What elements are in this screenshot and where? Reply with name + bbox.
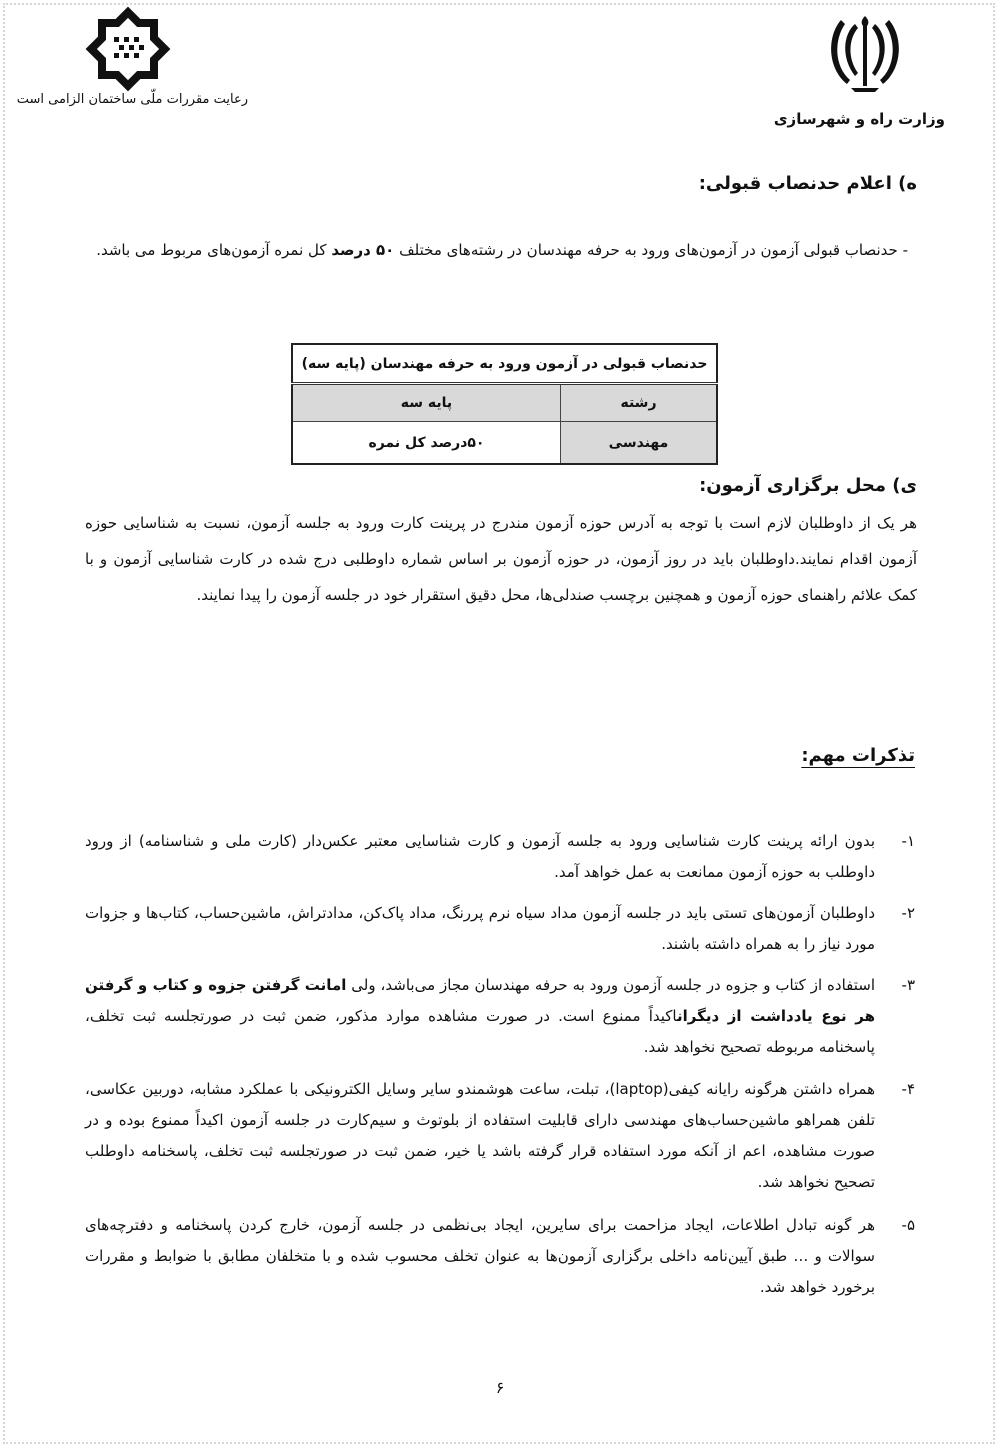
note-text: داوطلبان آزمون‌های تستی باید در جلسه آزمون مداد سیاه نرم پررنگ، مداد پاک‌کن، مدادتراش، ماشین‌حساب، کتاب‌ها و جزوات مورد نیاز را به همراه داشته باشند. xyxy=(85,904,875,953)
note-text-before: استفاده از کتاب و جزوه در جلسه آزمون ورود به حرفه مهندسان مجاز می‌باشد، ولی xyxy=(346,976,875,994)
section-h-text-after: کل نمره آزمون‌های مربوط می باشد. xyxy=(96,241,332,259)
table-cell-value: ۵۰درصد کل نمره xyxy=(292,422,561,465)
note-item-2 xyxy=(85,898,915,960)
note-number: ۱- xyxy=(901,832,915,850)
notes-title: تذکرات مهم: xyxy=(801,745,915,766)
note-number: ۴- xyxy=(901,1080,915,1098)
section-i-paragraph: هر یک از داوطلبان لازم است با توجه به آدرس حوزه آزمون مندرج در پرینت کارت ورود به جلسه آزمون، نسبت به شناسایی حوزه آزمون اقدام نمایند.داوطلبان باید در روز آزمون، در حوزه آزمون بر اساس شماره داوطلبی درج شده در کارت شناسایی آزمون و با کمک علائم راهنمای حوزه آزمون و همچنین برچسب صندلی‌ها، محل دقیق استقرار خود در جلسه آزمون را پیدا نمایند. xyxy=(85,514,917,604)
note-text: هر گونه تبادل اطلاعات، ایجاد مزاحمت برای سایرین، ایجاد بی‌نظمی در جلسه آزمون، خارج کردن پاسخنامه و دفترچه‌های سوالات و … طبق آیین‌نامه داخلی برگزاری آزمون‌ها به عنوان تخلف محسوب شده و با متخلفان مطابق با ضوابط و مقررات برخورد خواهد شد. xyxy=(85,1216,875,1296)
note-item-5 xyxy=(85,1210,915,1303)
note-item-3 xyxy=(85,970,915,1063)
pass-threshold-table xyxy=(291,343,718,465)
table-header-grade: پایه سه xyxy=(292,384,561,422)
note-text-after: اکیداً ممنوع است. در صورت مشاهده موارد مذکور، ضمن ثبت در صورتجلسه ثبت تخلف، پاسخنامه مربوطه تصحیح نخواهد شد. xyxy=(85,1007,875,1056)
note-number: ۲- xyxy=(901,904,915,922)
ministry-name: وزارت راه و شهرسازی xyxy=(773,110,945,128)
section-h-paragraph xyxy=(88,232,908,268)
note-item-4 xyxy=(85,1074,915,1198)
section-h-title: ه) اعلام حدنصاب قبولی: xyxy=(698,173,917,194)
building-regulations-logo-icon xyxy=(78,6,178,92)
section-h-text-before: - حدنصاب قبولی آزمون در آزمون‌های ورود به حرفه مهندسان در رشته‌های مختلف xyxy=(394,241,908,259)
table-cell-field: مهندسی xyxy=(561,422,718,465)
page-number: ۶ xyxy=(495,1378,505,1397)
note-text: همراه داشتن هرگونه رایانه کیفی(laptop)، تبلت، ساعت هوشمندو سایر وسایل الکترونیکی با عملکرد مشابه، دوربین عکاسی، تلفن همراهو ماشین‌حساب‌های مهندسی دارای قابلیت استفاده از بلوتوث و سیم‌کارت در جلسه آزمون اکیداً ممنوع بوده و در صورت مشاهده، اعم از آنکه مورد استفاده قرار گرفته باشد یا خیر، ضمن ثبت در صورتجلسه ثبت تخلف، پاسخنامه داوطلب تصحیح نخواهد شد. xyxy=(85,1080,875,1191)
table-header-field: رشته xyxy=(561,384,718,422)
note-text xyxy=(85,970,875,1063)
table-caption: حدنصاب قبولی در آزمون ورود به حرفه مهندسان (پایه سه) xyxy=(292,344,717,384)
logo-caption: رعایت مقررات ملّی ساختمان الزامی است xyxy=(16,92,248,107)
note-text-bold: امانت گرفتن جزوه و کتاب و گرفتن هر نوع یادداشت از دیگران xyxy=(85,976,875,1025)
section-i-title: ی) محل برگزاری آزمون: xyxy=(699,475,917,496)
note-number: ۳- xyxy=(901,976,915,994)
note-text: بدون ارائه پرینت کارت شناسایی ورود به جلسه آزمون و کارت شناسایی معتبر عکس‌دار (کارت ملی و شناسنامه) از ورود داوطلب به حوزه آزمون ممانعت به عمل خواهد آمد. xyxy=(85,832,875,881)
section-h-text-bold: ۵۰ درصد xyxy=(331,241,395,259)
note-number: ۵- xyxy=(901,1216,915,1234)
note-item-1 xyxy=(85,826,915,888)
iran-emblem-icon xyxy=(825,10,905,95)
